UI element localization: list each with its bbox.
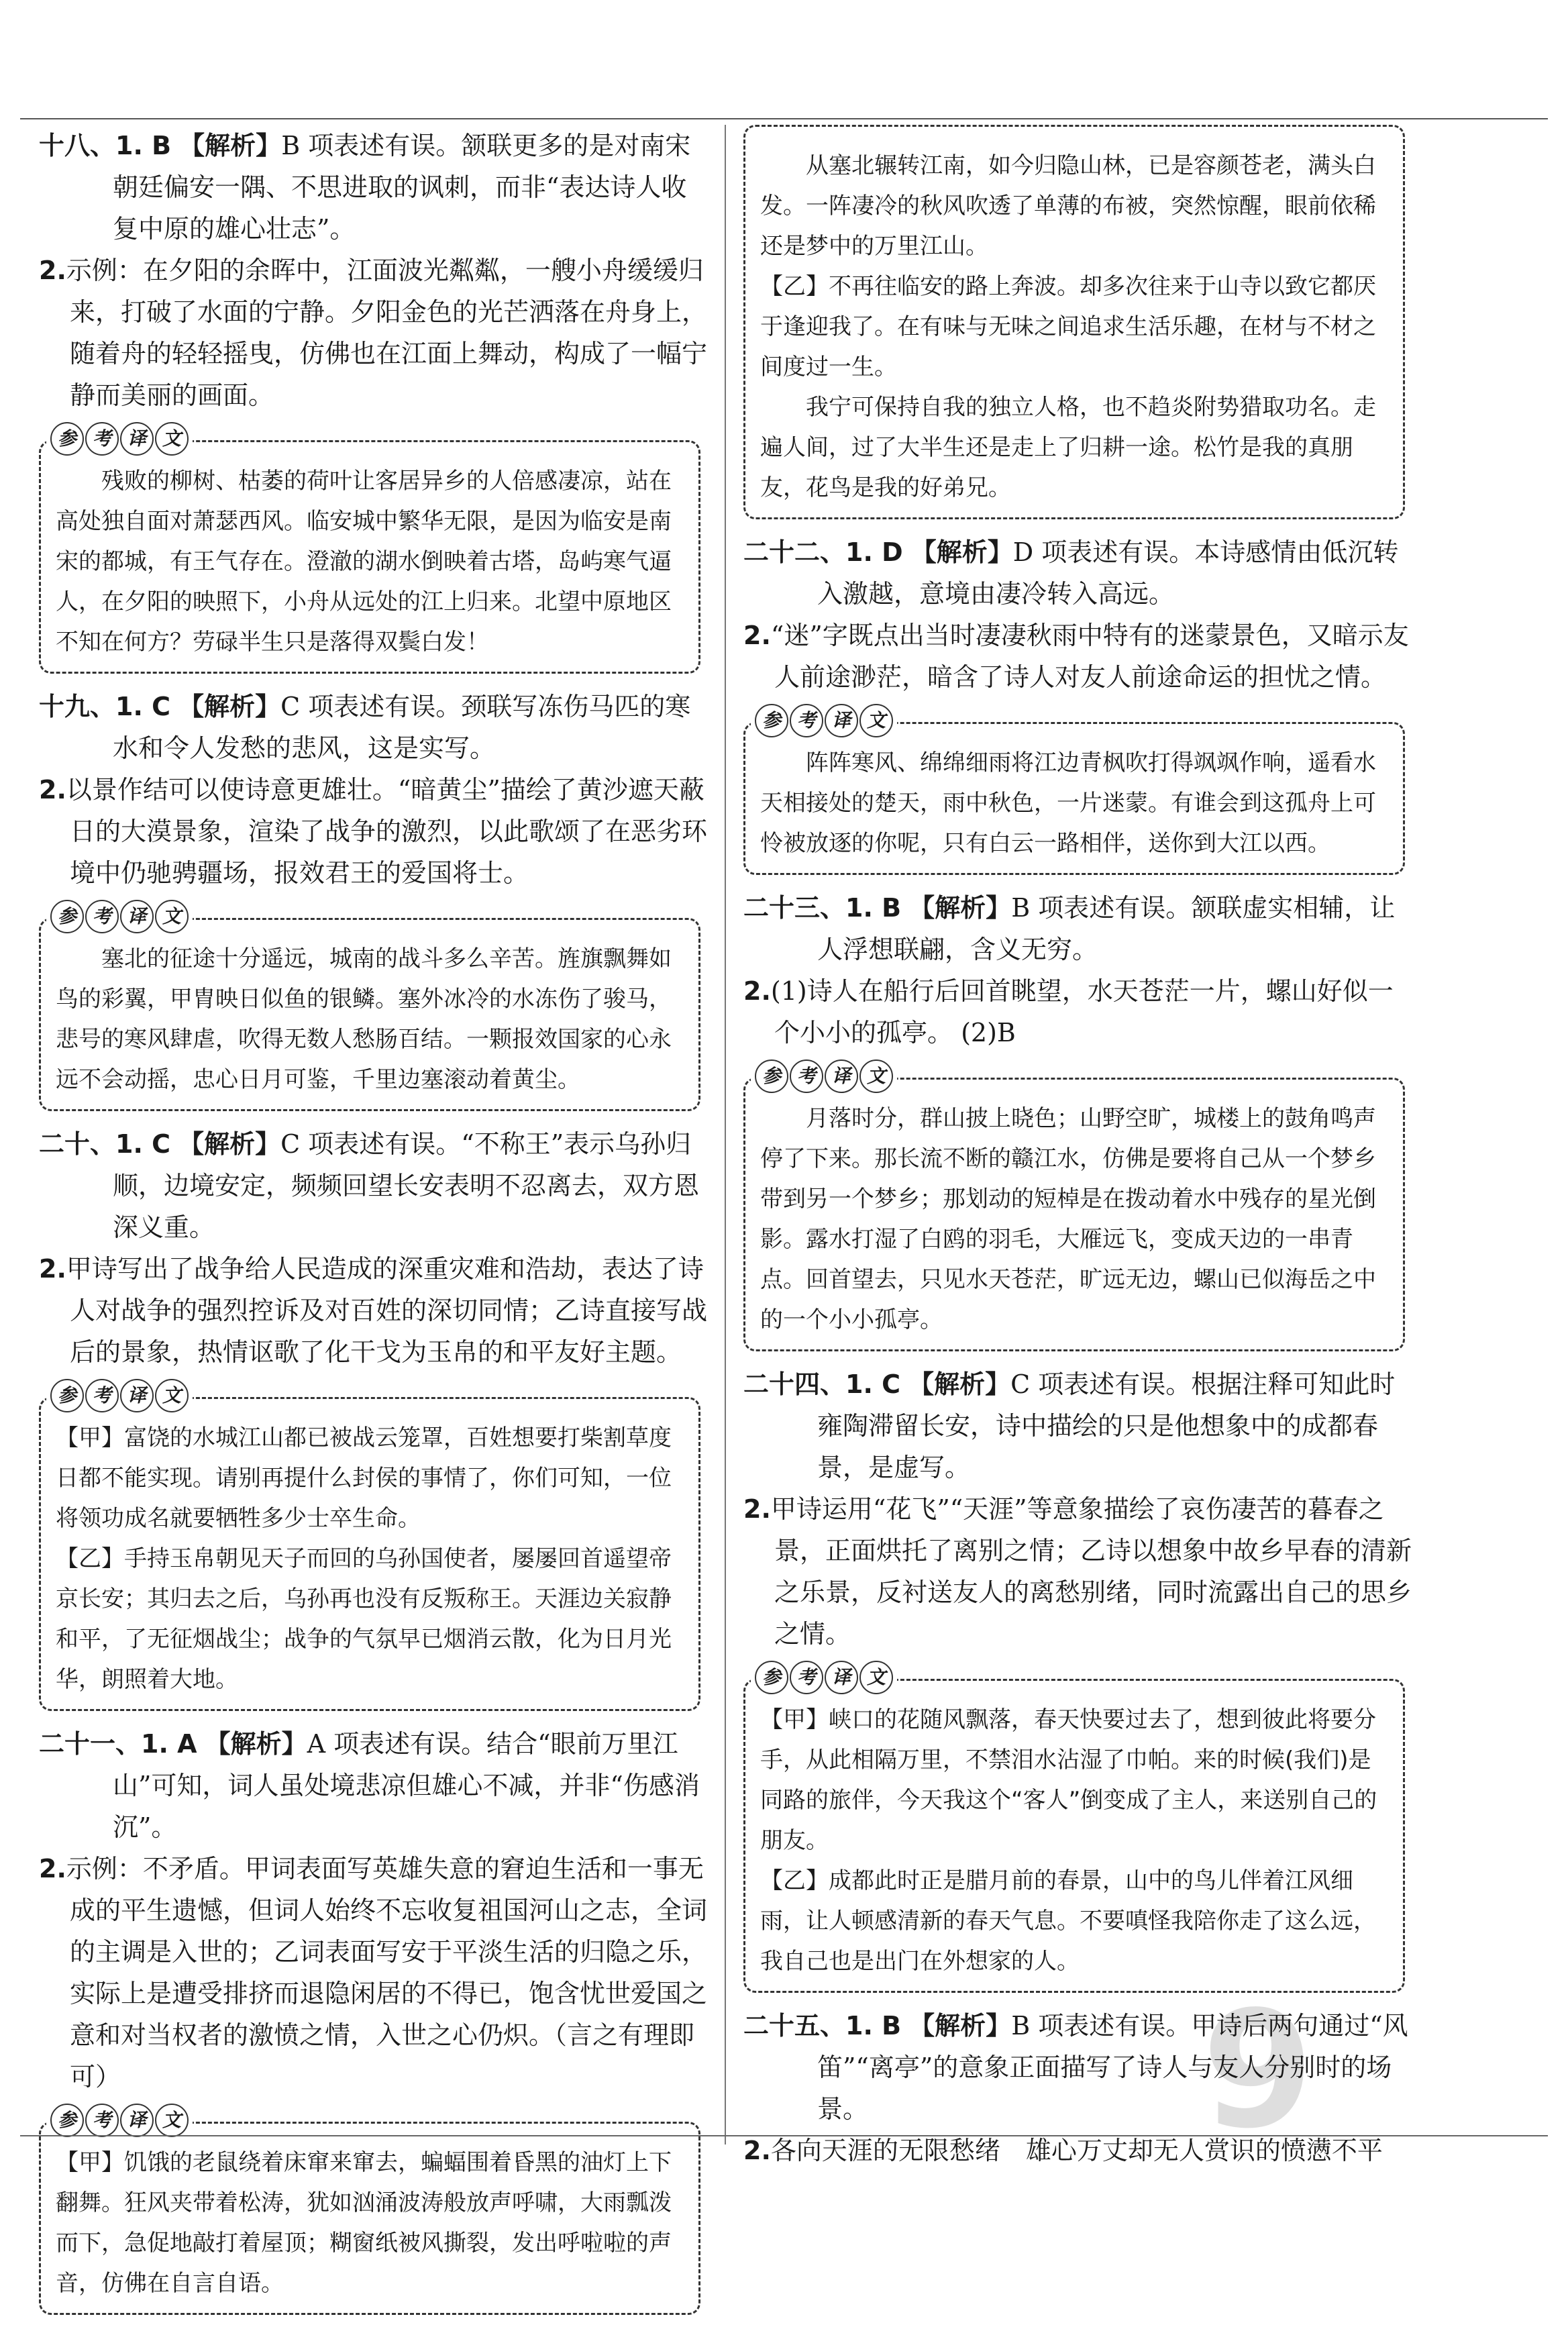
reference-badge-char: 译 [120,2104,154,2137]
column-divider [725,125,726,2144]
reference-translation-q21-continued: 从塞北辗转江南，如今归隐山林，已是容颜苍老，满头白发。一阵凄冷的秋风吹透了单薄的布被，突然惊醒，眼前依稀还是梦中的万里江山。 【乙】不再往临安的路上奔波。却多次往来于山寺以致它都厌于逢迎我了。在有味与无味之间追求生活乐趣，在材与不材之间度过一生。 我宁可保持自我的独立人格，也不趋炎附势猎取功名。走遍人间，过了大半生还是走上了归耕一途。松竹是我的真朋友，花鸟是我的好弟兄。 [743,125,1405,519]
reference-badge [46,2104,193,2137]
left-column [39,125,710,2327]
reference-badge-char: 译 [120,900,154,933]
reference-translation-q23: 参 考 译 文 月落时分，群山披上晓色；山野空旷，城楼上的鼓角鸣声停了下来。那长流不断的赣江水，仿佛是要将自己从一个梦乡带到另一个梦乡；那划动的短棹是在拨动着水中残存的星光倒影。露水打湿了白鸥的羽毛，大雁远飞，变成天边的一串青点。回首望去，只见水天苍茫，旷远无边，螺山已似海岳之中的一个小小孤亭。 [743,1078,1405,1351]
q25-item1: 二十五、1. B 【解析】B 项表述有误。甲诗后两句通过“风笛”“离亭”的意象正面描写了诗人与友人分别时的场景。 [743,2011,1408,2124]
analysis-tag: 【解析】 [205,1729,307,1759]
q21-item1: 二十一、1. A 【解析】A 项表述有误。结合“眼前万里江山”可知，词人虽处境悲凉但雄心不减，并非“伤感消沉”。 [39,1729,700,1842]
reference-badge-char: 译 [825,1661,858,1694]
reference-translation-q19: 参 考 译 文 塞北的征途十分遥远，城南的战斗多么辛苦。旌旗飘舞如鸟的彩翼，甲胄映日似鱼的银鳞。塞外冰冷的水冻伤了骏马，悲号的寒风肆虐，吹得无数人愁肠百结。一颗报效国家的心永远不会动摇，忠心日月可鉴，千里边塞滚动着黄尘。 [39,918,700,1111]
reference-badge-char: 考 [790,704,823,737]
reference-badge-char: 文 [859,1661,893,1694]
top-rule [20,118,1548,119]
reference-badge-char: 文 [859,704,893,737]
reference-badge-char: 参 [755,704,788,737]
reference-badge-char: 考 [85,1379,119,1412]
reference-badge [751,1661,897,1694]
reference-badge-char: 文 [859,1059,893,1093]
reference-badge-char: 考 [85,2104,119,2137]
reference-badge-char: 文 [155,1379,189,1412]
analysis-tag: 【解析】 [178,1129,281,1159]
right-column [743,125,1414,2171]
q24-item1: 二十四、1. C 【解析】C 项表述有误。根据注释可知此时雍陶滞留长安，诗中描绘的只是他想象中的成都春景，是虚写。 [743,1369,1396,1482]
reference-badge-char: 译 [120,422,154,456]
page-number-watermark: 9 [1202,1976,1314,2164]
reference-badge-char: 文 [155,2104,189,2137]
reference-badge-char: 译 [825,1059,858,1093]
reference-badge-char: 文 [155,900,189,933]
reference-badge-char: 文 [155,422,189,456]
analysis-tag: 【解析】 [908,1369,1011,1399]
reference-badge-char: 考 [85,900,119,933]
reference-badge [46,422,193,456]
q24-item2: 2.甲诗运用“花飞”“天涯”等意象描绘了哀伤凄苦的暮春之景，正面烘托了离别之情；乙诗以想象中故乡早春的清新之乐景，反衬送友人的离愁别绪，同时流露出自己的思乡之情。 [743,1494,1412,1649]
q20-item2: 2.甲诗写出了战争给人民造成的深重灾难和浩劫，表达了诗人对战争的强烈控诉及对百姓的深切同情；乙诗直接写战后的景象，热情讴歌了化干戈为玉帛的和平友好主题。 [39,1254,708,1367]
q25-item2: 2.各向天涯的无限愁绪 雄心万丈却无人赏识的愤懑不平 [743,2136,1383,2165]
q19-item2: 2.以景作结可以使诗意更雄壮。“暗黄尘”描绘了黄沙遮天蔽日的大漠景象，渲染了战争的激烈，以此歌颂了在恶劣环境中仍驰骋疆场，报效君王的爱国将士。 [39,775,708,888]
analysis-tag: 【解析】 [909,2011,1012,2040]
analysis-tag: 【解析】 [910,537,1013,567]
reference-badge [46,1379,193,1412]
reference-translation-q18: 参 考 译 文 残败的柳树、枯萎的荷叶让客居异乡的人倍感凄凉，站在高处独自面对萧瑟西风。临安城中繁华无限，是因为临安是南宋的都城，有王气存在。澄澈的湖水倒映着古塔，岛屿寒气逼人，在夕阳的映照下，小舟从远处的江上归来。北望中原地区不知在何方？劳碌半生只是落得双鬓白发！ [39,440,700,674]
reference-badge-char: 参 [50,900,84,933]
reference-badge-char: 考 [790,1059,823,1093]
reference-translation-q21: 参 考 译 文 【甲】饥饿的老鼠绕着床窜来窜去，蝙蝠围着昏黑的油灯上下翻舞。狂风夹带着松涛，犹如汹涌波涛般放声呼啸，大雨瓢泼而下，急促地敲打着屋顶；糊窗纸被风撕裂，发出呼啦啦的声音，仿佛在自言自语。 [39,2122,700,2315]
reference-badge [751,1059,897,1093]
reference-badge-char: 译 [120,1379,154,1412]
q22-item2: 2.“迷”字既点出当时凄凄秋雨中特有的迷蒙景色，又暗示友人前途渺茫，暗含了诗人对友人前途命运的担忧之情。 [743,621,1409,692]
reference-translation-q24: 参 考 译 文 【甲】峡口的花随风飘落，春天快要过去了，想到彼此将要分手，从此相隔万里，不禁泪水沾湿了巾帕。来的时候(我们)是同路的旅伴，今天我这个“客人”倒变成了主人，来送别自己的朋友。 【乙】成都此时正是腊月前的春景，山中的鸟儿伴着江风细雨，让人顿感清新的春天气息。不要嗔怪我陪你走了这么远，我自己也是出门在外想家的人。 [743,1679,1405,1993]
bottom-rule [20,2135,1548,2136]
reference-badge-char: 考 [790,1661,823,1694]
reference-badge [46,900,193,933]
q18-item2: 2.示例：在夕阳的余晖中，江面波光粼粼，一艘小舟缓缓归来，打破了水面的宁静。夕阳金色的光芒洒落在舟身上，随着舟的轻轻摇曳，仿佛也在江面上舞动，构成了一幅宁静而美丽的画面。 [39,256,708,410]
reference-translation-q20: 参 考 译 文 【甲】富饶的水城江山都已被战云笼罩，百姓想要打柴割草度日都不能实现。请别再提什么封侯的事情了，你们可知，一位将领功成名就要牺牲多少士卒生命。 【乙】手持玉帛朝见天子而回的乌孙国使者，屡屡回首遥望帝京长安；其归去之后，乌孙再也没有反叛称王。天涯边关寂静和平，了无征烟战尘；战争的气氛早已烟消云散，化为日月光华，朗照着大地。 [39,1397,700,1711]
reference-badge-char: 参 [755,1059,788,1093]
reference-badge-char: 参 [50,1379,84,1412]
analysis-tag: 【解析】 [909,893,1012,923]
analysis-tag: 【解析】 [178,692,281,721]
reference-badge-char: 参 [50,422,84,456]
q21-item2: 2.示例：不矛盾。甲词表面写英雄失意的窘迫生活和一事无成的平生遗憾，但词人始终不忘收复祖国河山之志，全词的主调是入世的；乙词表面写安于平淡生活的归隐之乐，实际上是遭受排挤而退隐闲居的不得已，饱含忧世爱国之意和对当权者的激愤之情，入世之心仍炽。（言之有理即可） [39,1854,708,2091]
reference-badge-char: 参 [755,1661,788,1694]
q23-item2: 2.(1)诗人在船行后回首眺望，水天苍茫一片，螺山好似一个小小的孤亭。 (2)B [743,976,1394,1047]
q18-item1: 十八、1. B 【解析】B 项表述有误。颔联更多的是对南宋朝廷偏安一隅、不思进取的讽刺，而非“表达诗人收复中原的雄心壮志”。 [39,131,691,244]
reference-badge [751,704,897,737]
reference-badge-char: 参 [50,2104,84,2137]
q19-item1: 十九、1. C 【解析】C 项表述有误。颈联写冻伤马匹的寒水和令人发愁的悲风，这是实写。 [39,692,691,763]
reference-translation-q22: 参 考 译 文 阵阵寒风、绵绵细雨将江边青枫吹打得飒飒作响，遥看水天相接处的楚天，雨中秋色，一片迷蒙。有谁会到这孤舟上可怜被放逐的你呢，只有白云一路相伴，送你到大江以西。 [743,722,1405,875]
q23-item1: 二十三、1. B 【解析】B 项表述有误。颔联虚实相辅，让人浮想联翩，含义无穷。 [743,893,1396,964]
analysis-tag: 【解析】 [179,131,282,160]
q22-item1: 二十二、1. D 【解析】D 项表述有误。本诗感情由低沉转入激越，意境由凄冷转入高远。 [743,537,1399,609]
q20-item1: 二十、1. C 【解析】C 项表述有误。“不称王”表示乌孙归顺，边境安定，频频回望长安表明不忍离去，双方恩深义重。 [39,1129,700,1242]
reference-badge-char: 考 [85,422,119,456]
reference-badge-char: 译 [825,704,858,737]
